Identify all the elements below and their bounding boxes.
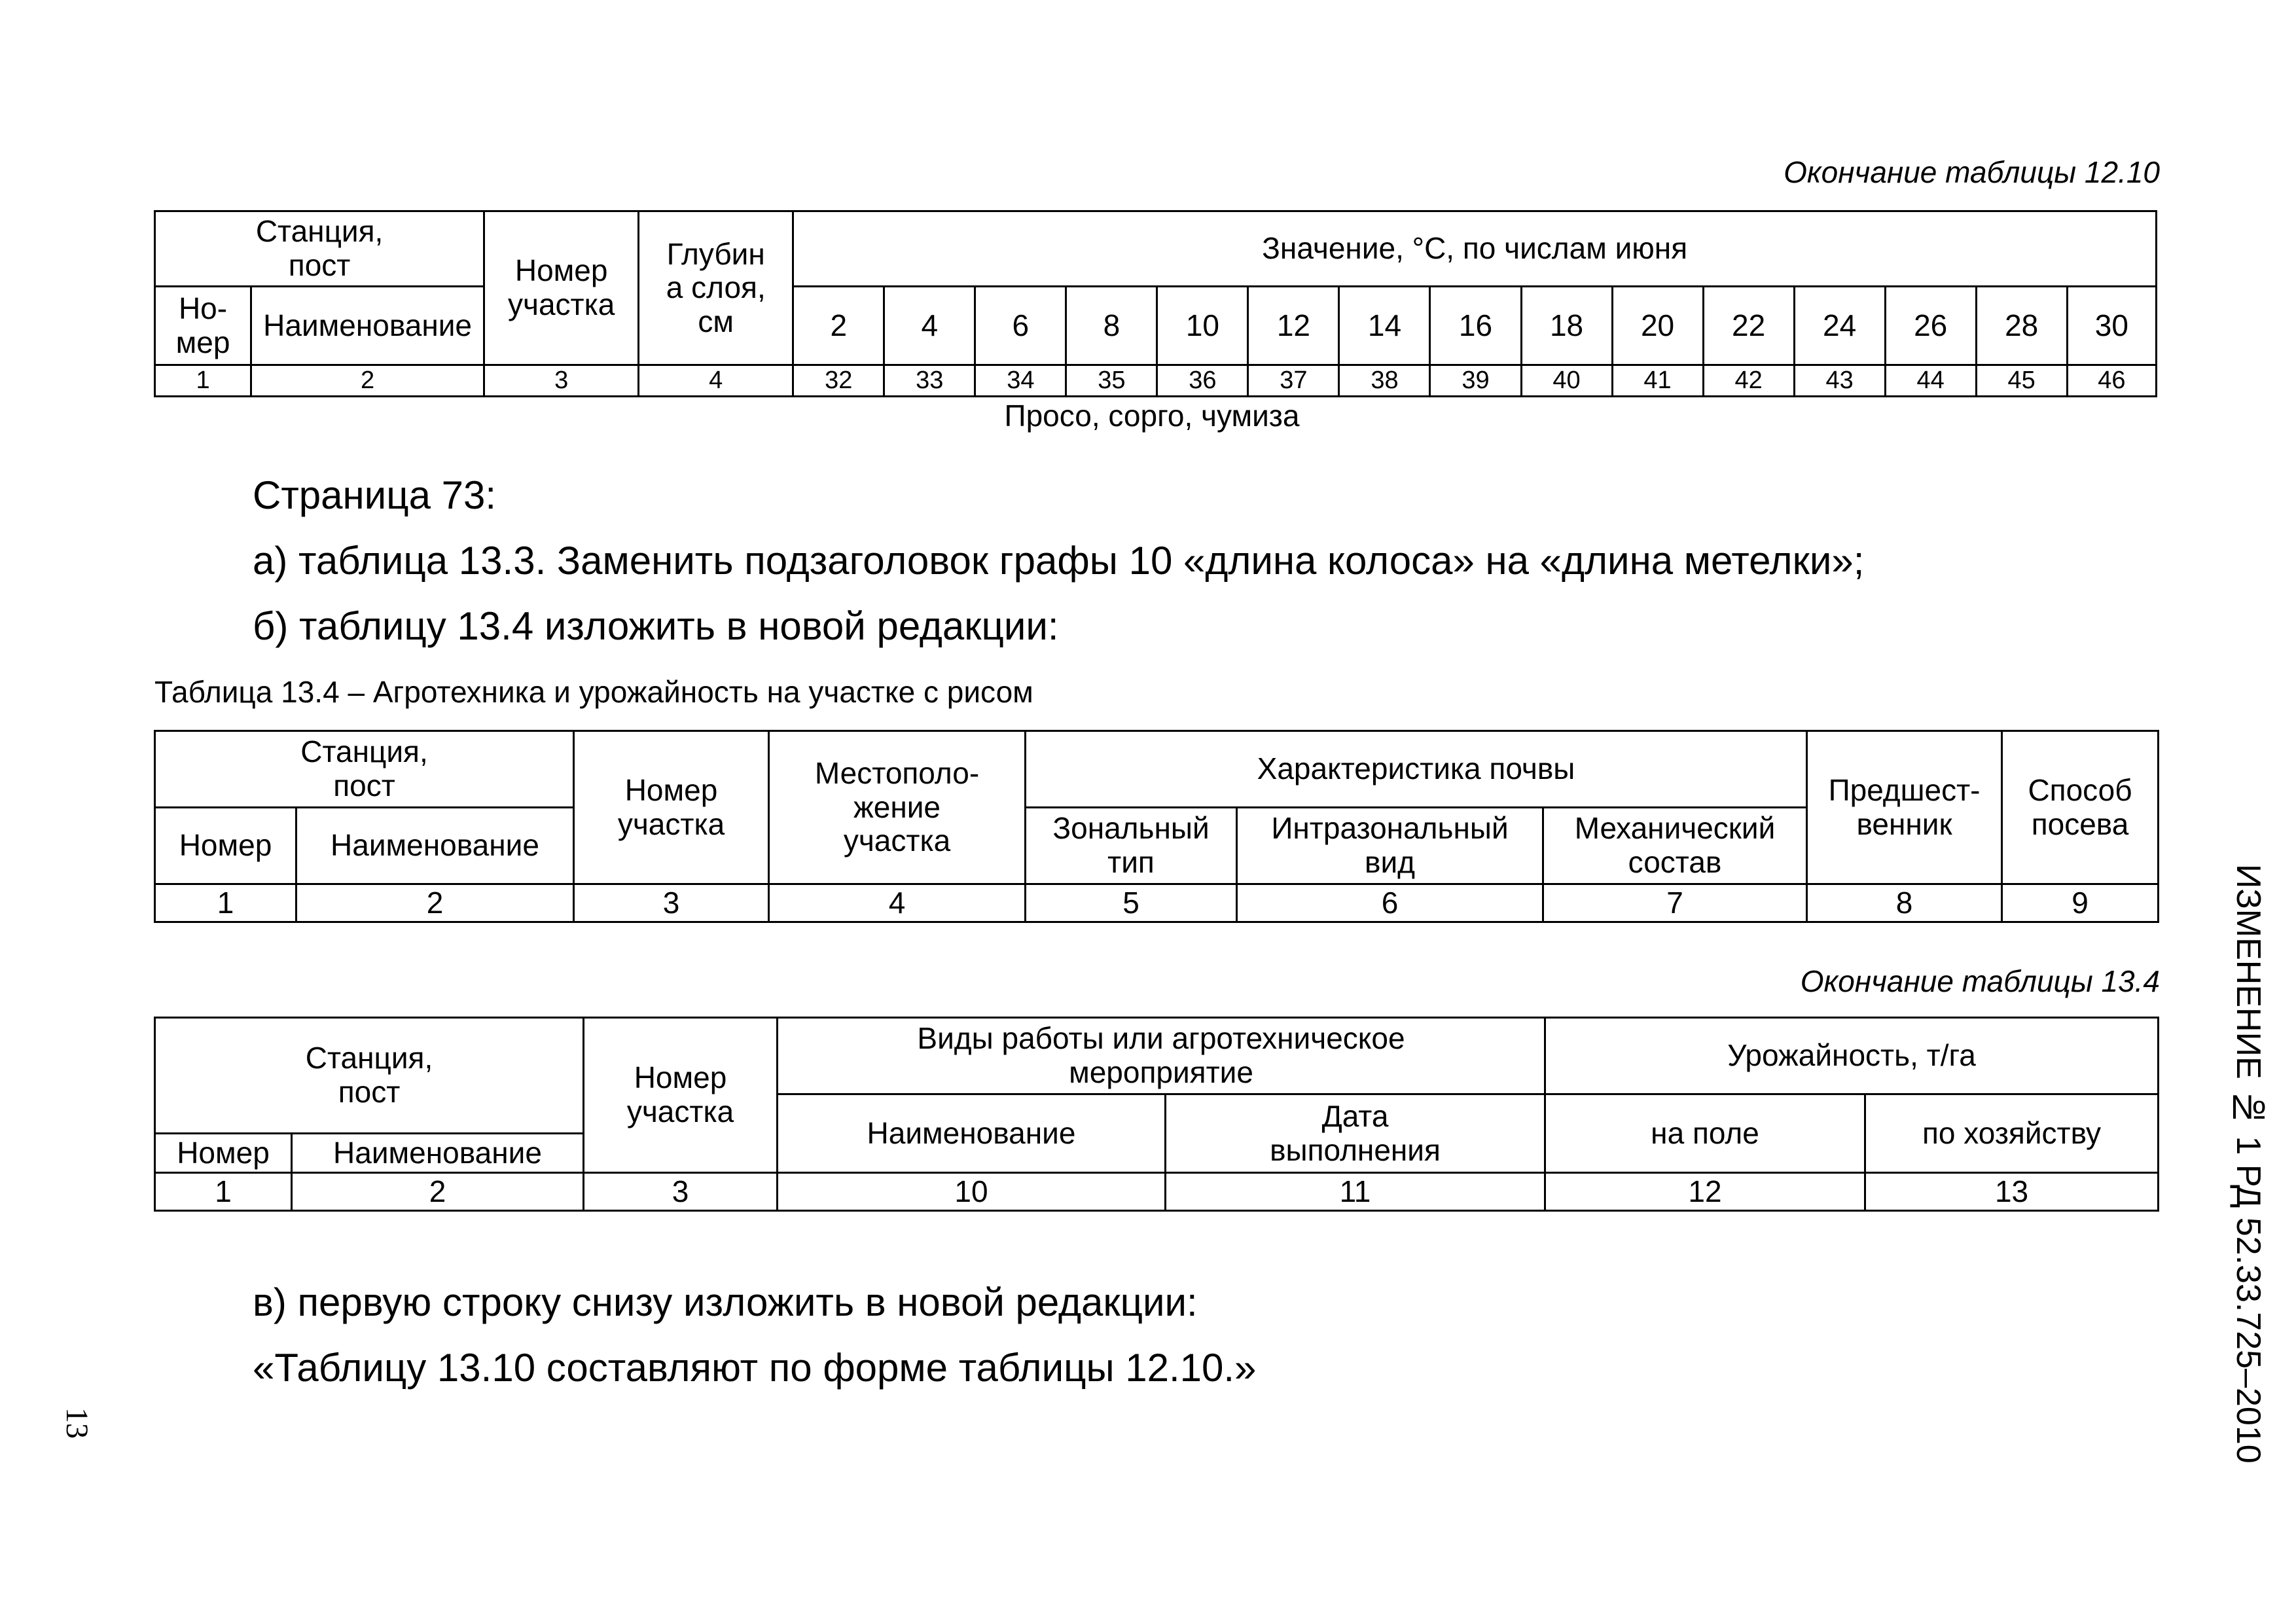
day-cell: 26 (1885, 287, 1976, 365)
depth-header: Глубин а слоя, см (639, 211, 793, 365)
day-cell: 22 (1703, 287, 1794, 365)
day-cell: 8 (1066, 287, 1157, 365)
day-cell: 28 (1976, 287, 2067, 365)
col-num: 12 (1545, 1173, 1865, 1211)
col-num: 2 (296, 884, 574, 922)
value-header: Значение, °С, по числам июня (793, 211, 2157, 287)
col-num: 3 (584, 1173, 778, 1211)
name-header: Наименование (251, 287, 484, 365)
paragraph-page: Страница 73: (253, 473, 497, 517)
number-header: Номер (155, 808, 296, 884)
col-num: 1 (155, 884, 296, 922)
crops-note: Просо, сорго, чумиза (1004, 399, 1300, 433)
table-13-4 (154, 730, 2159, 923)
number-header: Номер (155, 1134, 292, 1173)
day-cell: 14 (1339, 287, 1430, 365)
paragraph-c: в) первую строку снизу изложить в новой редакции: (253, 1280, 1198, 1324)
page-number: 13 (60, 1407, 94, 1439)
col-num: 2 (292, 1173, 584, 1211)
soil-header: Характеристика почвы (1026, 731, 1807, 808)
paragraph-a: а) таблица 13.3. Заменить подзаголовок графы 10 «длина колоса» на «длина метелки»; (253, 539, 1865, 583)
col-num: 33 (884, 365, 975, 397)
col-num: 4 (639, 365, 793, 397)
station-header: Станция, пост (155, 211, 484, 287)
intrazonal-header: Интразональный вид (1237, 808, 1543, 884)
day-cell: 24 (1794, 287, 1885, 365)
day-cell: 10 (1157, 287, 1248, 365)
col-num: 13 (1865, 1173, 2159, 1211)
field-yield-header: на поле (1545, 1094, 1865, 1173)
col-num: 2 (251, 365, 484, 397)
paragraph-b: б) таблицу 13.4 изложить в новой редакции: (253, 604, 1059, 648)
works-name-header: Наименование (778, 1094, 1166, 1173)
day-cell: 12 (1248, 287, 1339, 365)
works-header: Виды работы или агротехническое мероприятие (778, 1018, 1545, 1094)
table-caption-12-10: Окончание таблицы 12.10 (1784, 155, 2160, 189)
col-num: 41 (1612, 365, 1703, 397)
col-num: 46 (2067, 365, 2156, 397)
col-num: 11 (1166, 1173, 1545, 1211)
col-num: 35 (1066, 365, 1157, 397)
plot-number-header: Номер участка (574, 731, 769, 884)
plot-number-header: Номер участка (484, 211, 639, 365)
day-cell: 2 (793, 287, 884, 365)
col-num: 43 (1794, 365, 1885, 397)
col-num: 1 (155, 1173, 292, 1211)
table-12-10 (154, 210, 2157, 397)
col-num: 10 (778, 1173, 1166, 1211)
farm-yield-header: по хозяйству (1865, 1094, 2159, 1173)
table-13-4-end (154, 1017, 2159, 1212)
location-header: Местополо- жение участка (769, 731, 1026, 884)
col-num: 5 (1026, 884, 1237, 922)
col-num: 9 (2002, 884, 2159, 922)
col-num: 3 (484, 365, 639, 397)
number-header: Но- мер (155, 287, 251, 365)
col-num: 44 (1885, 365, 1976, 397)
col-num: 4 (769, 884, 1026, 922)
col-num: 40 (1521, 365, 1612, 397)
works-date-header: Дата выполнения (1166, 1094, 1545, 1173)
col-num: 1 (155, 365, 251, 397)
day-cell: 4 (884, 287, 975, 365)
station-header: Станция, пост (155, 1018, 584, 1134)
col-num: 39 (1430, 365, 1521, 397)
table-caption-13-4: Окончание таблицы 13.4 (1800, 964, 2160, 998)
col-num: 42 (1703, 365, 1794, 397)
col-num: 6 (1237, 884, 1543, 922)
day-cell: 20 (1612, 287, 1703, 365)
col-num: 45 (1976, 365, 2067, 397)
col-num: 37 (1248, 365, 1339, 397)
name-header: Наименование (292, 1134, 584, 1173)
table-13-4-title: Таблица 13.4 – Агротехника и урожайность на участке с рисом (154, 675, 1033, 709)
col-num: 8 (1807, 884, 2002, 922)
col-num: 36 (1157, 365, 1248, 397)
day-cell: 6 (975, 287, 1066, 365)
change-document-label: ИЗМЕНЕНИЕ № 1 РД 52.33.725–2010 (2229, 864, 2267, 1464)
mechanical-header: Механический состав (1543, 808, 1807, 884)
col-num: 7 (1543, 884, 1807, 922)
day-cell: 16 (1430, 287, 1521, 365)
yield-header: Урожайность, т/га (1545, 1018, 2159, 1094)
paragraph-d: «Таблицу 13.10 составляют по форме таблицы 12.10.» (253, 1346, 1257, 1390)
day-cell: 18 (1521, 287, 1612, 365)
sowing-header: Способ посева (2002, 731, 2159, 884)
col-num: 32 (793, 365, 884, 397)
name-header: Наименование (296, 808, 574, 884)
col-num: 38 (1339, 365, 1430, 397)
plot-number-header: Номер участка (584, 1018, 778, 1173)
col-num: 34 (975, 365, 1066, 397)
zonal-header: Зональный тип (1026, 808, 1237, 884)
col-num: 3 (574, 884, 769, 922)
day-cell: 30 (2067, 287, 2156, 365)
station-header: Станция, пост (155, 731, 574, 808)
predecessor-header: Предшест- венник (1807, 731, 2002, 884)
